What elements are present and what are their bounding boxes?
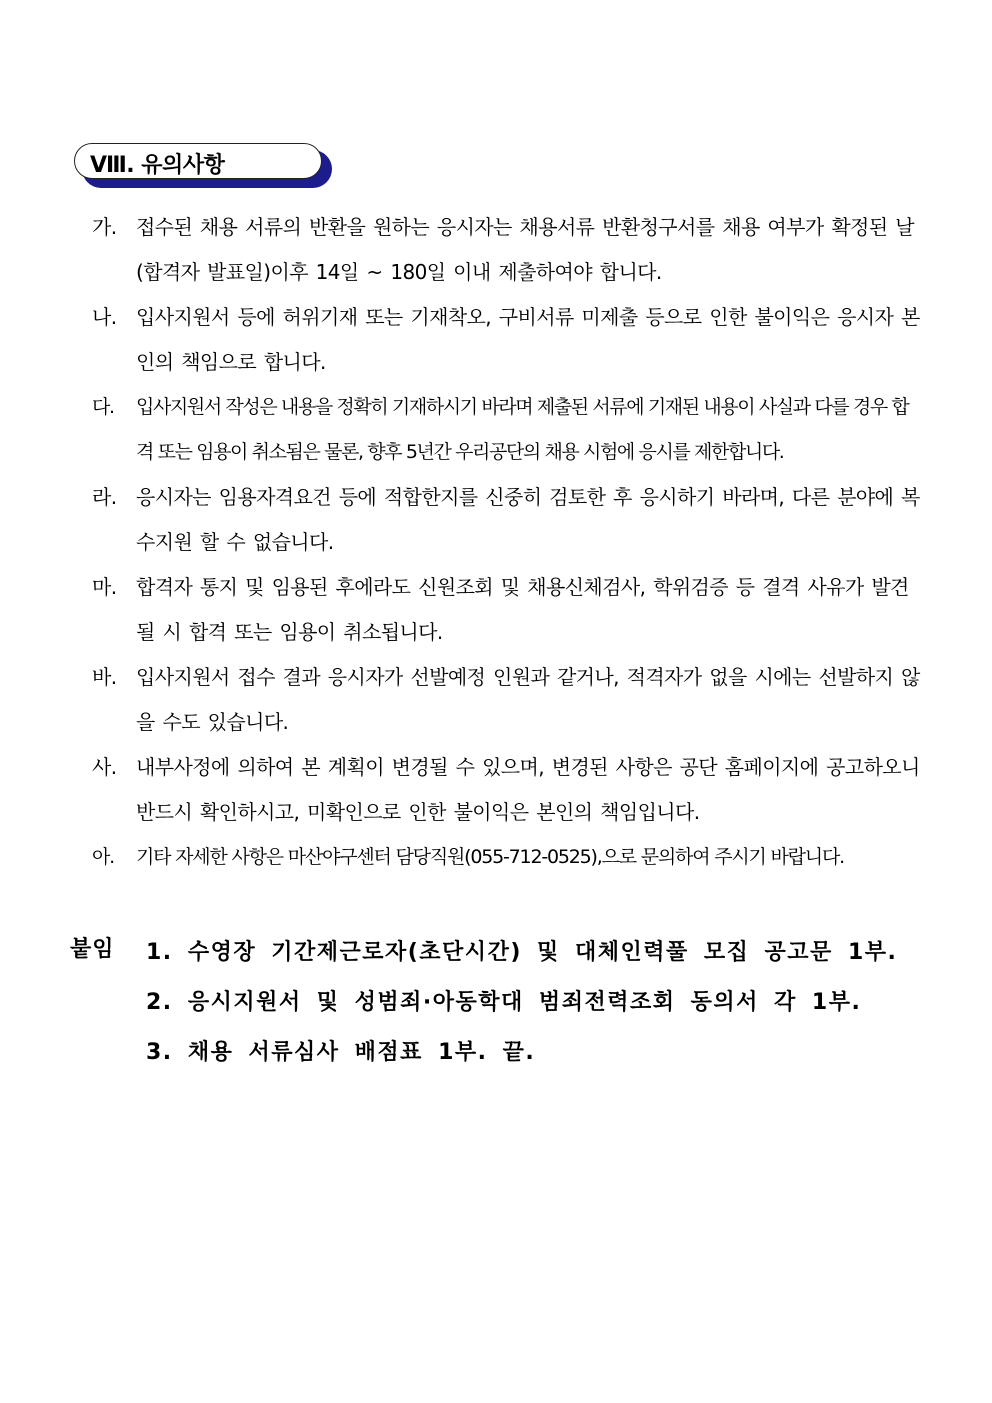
list-item-text: 합격자 통지 및 임용된 후에라도 신원조회 및 채용신체검사, 학위검증 등 결격 사유가 발견될 시 합격 또는 임용이 취소됩니다. xyxy=(136,575,909,644)
list-item-marker: 나. xyxy=(92,305,117,329)
list-item xyxy=(92,745,922,834)
list-item xyxy=(92,565,922,654)
attachments-list xyxy=(146,928,926,1078)
section-header xyxy=(74,143,332,189)
attachment-item: 1. 수영장 기간제근로자(초단시간) 및 대체인력풀 모집 공고문 1부. xyxy=(146,940,898,965)
list-item-marker: 마. xyxy=(92,575,117,599)
list-item xyxy=(92,835,922,880)
list-item-marker: 라. xyxy=(92,485,117,509)
attachments-label: 붙임 xyxy=(70,937,115,962)
attachment-item: 3. 채용 서류심사 배점표 1부. 끝. xyxy=(146,1040,536,1065)
attachment-item: 2. 응시지원서 및 성범죄·아동학대 범죄전력조회 동의서 각 1부. xyxy=(146,990,862,1015)
notes-list xyxy=(92,205,922,881)
list-item xyxy=(92,295,922,384)
list-item xyxy=(92,475,922,564)
list-item-text: 입사지원서 접수 결과 응시자가 선발예정 인원과 같거나, 적격자가 없을 시에는 선발하지 않을 수도 있습니다. xyxy=(136,665,920,734)
list-item-marker: 사. xyxy=(92,755,117,779)
list-item-text: 입사지원서 등에 허위기재 또는 기재착오, 구비서류 미제출 등으로 인한 불이익은 응시자 본인의 책임으로 합니다. xyxy=(136,305,920,374)
list-item-marker: 바. xyxy=(92,665,117,689)
list-item-text: 기타 자세한 사항은 마산야구센터 담당직원(055-712-0525),으로 문의하여 주시기 바랍니다. xyxy=(136,846,844,868)
list-item-marker: 가. xyxy=(92,215,117,239)
list-item-text: 응시자는 임용자격요건 등에 적합한지를 신중히 검토한 후 응시하기 바라며, 다른 분야에 복수지원 할 수 없습니다. xyxy=(136,485,920,554)
list-item xyxy=(92,655,922,744)
list-item-text: 접수된 채용 서류의 반환을 원하는 응시자는 채용서류 반환청구서를 채용 여부가 확정된 날(합격자 발표일)이후 14일 ~ 180일 이내 제출하여야 합니다. xyxy=(136,215,914,284)
section-title: Ⅷ. 유의사항 xyxy=(90,153,225,178)
list-item-text: 입사지원서 작성은 내용을 정확히 기재하시기 바라며 제출된 서류에 기재된 내용이 사실과 다를 경우 합격 또는 임용이 취소됨은 물론, 향후 5년간 우리공단의 채용 시험에 응시를 제한합니다. xyxy=(136,396,909,463)
list-item xyxy=(92,385,922,474)
list-item-marker: 다. xyxy=(92,396,114,418)
list-item-marker: 아. xyxy=(92,846,114,868)
list-item-text: 내부사정에 의하여 본 계획이 변경될 수 있으며, 변경된 사항은 공단 홈페이지에 공고하오니 반드시 확인하시고, 미확인으로 인한 불이익은 본인의 책임입니다. xyxy=(136,755,920,824)
list-item xyxy=(92,205,922,294)
